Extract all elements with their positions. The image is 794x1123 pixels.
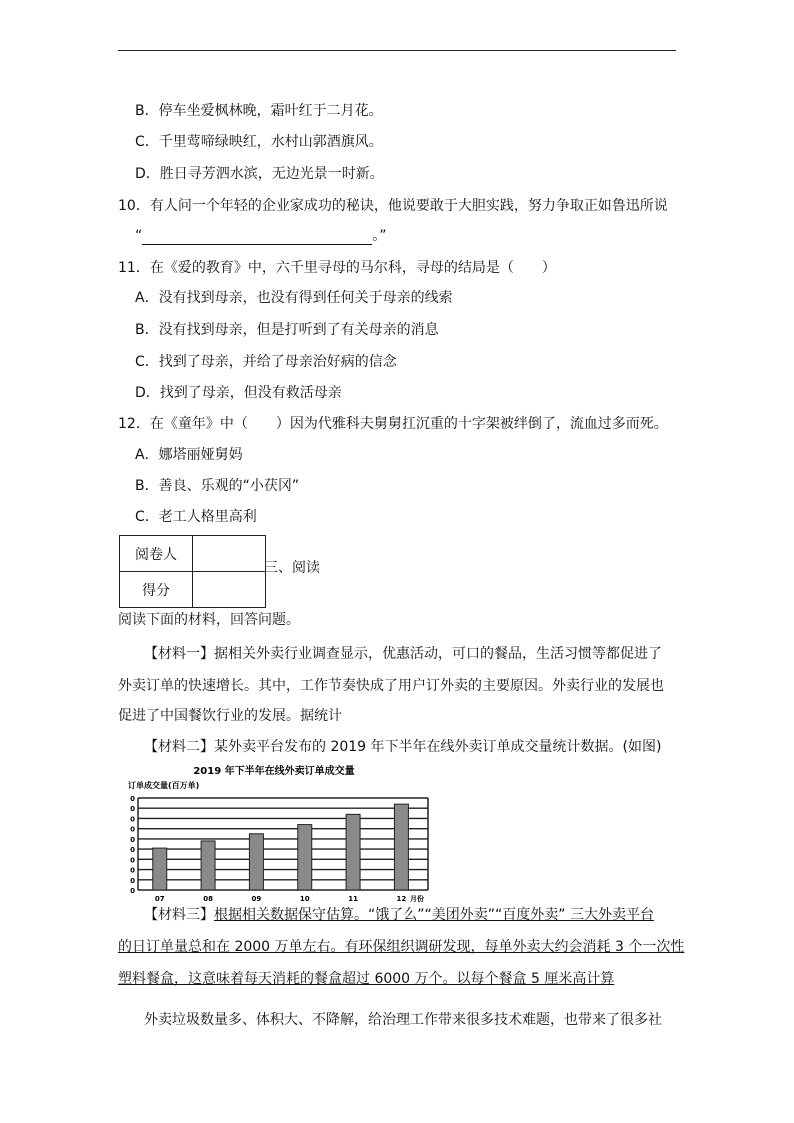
y-tick-label: 0	[130, 805, 135, 814]
instruction: 阅读下面的材料，回答问题。	[118, 612, 300, 628]
y-tick-label: 0	[130, 866, 135, 875]
y-tick-label: 0	[130, 825, 135, 834]
q9-option-b: B．停车坐爱枫林晚，霜叶红于二月花。	[135, 103, 383, 119]
score-cell[interactable]	[193, 572, 266, 608]
q9-option-c: C．千里莺啼绿映红，水村山郭酒旗风。	[135, 134, 383, 150]
material3-line2: 的日订单量总和在 2000 万单左右。有环保组织调研发现，每单外卖大约会消耗 3 个一次性	[118, 939, 685, 955]
order-volume-chart	[124, 762, 434, 904]
material3-line1	[144, 906, 654, 924]
y-tick-label: 0	[130, 795, 135, 803]
q12-option-c: C．老工人格里高利	[135, 509, 257, 525]
material3-line3: 塑料餐盒，这意味着每天消耗的餐盒超过 6000 万个。以每个餐盒 5 厘米高计算	[118, 971, 615, 987]
material2-text: 【材料二】某外卖平台发布的 2019 年下半年在线外卖订单成交量统计数据。(如图)	[144, 739, 662, 755]
open-quote: “	[135, 228, 143, 244]
bar-07	[153, 848, 167, 890]
y-tick-label: 0	[130, 887, 135, 895]
bar-10	[298, 825, 312, 890]
bar-11	[346, 814, 360, 890]
y-tick-label: 0	[130, 876, 135, 885]
bar-12	[394, 804, 408, 890]
material1-line1: 【材料一】据相关外卖行业调查显示，优惠活动，可口的餐品，生活习惯等都促进了	[144, 646, 662, 662]
reviewer-cell[interactable]	[193, 536, 266, 572]
header-rule	[118, 50, 676, 51]
x-tick-label: 12	[396, 895, 407, 903]
section-title: 三、阅读	[264, 560, 320, 576]
q12-option-a: A．娜塔丽娅舅妈	[135, 447, 243, 463]
q11-text: 11．在《爱的教育》中，六千里寻母的马尔科，寻母的结局是（ ）	[118, 260, 556, 276]
material3-label: 【材料三】	[144, 907, 214, 923]
x-tick-label: 10	[299, 895, 310, 903]
material1-line3: 促进了中国餐饮行业的发展。据统计	[118, 708, 342, 724]
x-axis-label: 月份	[410, 895, 424, 903]
score-table	[119, 535, 266, 608]
score-label: 得分	[120, 572, 193, 608]
q12-option-b: B．善良、乐观的“小茯冈”	[135, 478, 300, 494]
chart-title: 2019 年下半年在线外卖订单成交量	[193, 766, 355, 777]
material1-line2: 外卖订单的快速增长。其中，工作节奏快成了用户订外卖的主要原因。外卖行业的发展也	[118, 678, 664, 694]
q12-text: 12．在《童年》中（ ）因为代雅科夫舅舅扛沉重的十字架被绊倒了，流血过多而死。	[118, 416, 668, 432]
q9-option-d: D．胜日寻芳泗水滨，无边光景一时新。	[135, 166, 384, 182]
x-tick-label: 09	[251, 895, 262, 903]
q11-option-c: C．找到了母亲，并给了母亲治好病的信念	[135, 354, 397, 370]
last-paragraph-line: 外卖垃圾数量多、体积大、不降解，给治理工作带来很多技术难题，也带来了很多社	[144, 1012, 662, 1028]
y-tick-label: 0	[130, 856, 135, 865]
bar-08	[201, 841, 215, 890]
material3-underlined: 根据相关数据保守估算。“饿了么”“美团外卖”“百度外卖” 三大外卖平台	[214, 907, 654, 923]
q11-option-b: B．没有找到母亲，但是打听到了有关母亲的消息	[135, 322, 439, 338]
close-quote: 。”	[372, 228, 387, 244]
x-tick-label: 11	[348, 895, 358, 903]
q11-option-d: D．找到了母亲，但没有救活母亲	[135, 385, 342, 401]
y-tick-label: 0	[130, 815, 135, 824]
q10-text: 10．有人问一个年轻的企业家成功的秘诀，他说要敢于大胆实践，努力争取正如鲁迅所说	[118, 198, 668, 214]
q11-option-a: A．没有找到母亲，也没有得到任何关于母亲的线索	[135, 290, 453, 306]
chart-ylabel: 订单成交量(百万单)	[128, 781, 200, 790]
q10-answer-line	[135, 227, 387, 245]
bar-09	[249, 834, 263, 890]
answer-blank[interactable]	[142, 230, 372, 245]
y-tick-label: 0	[130, 846, 135, 855]
y-tick-label: 0	[130, 835, 135, 844]
x-tick-label: 07	[154, 895, 165, 903]
reviewer-label: 阅卷人	[120, 536, 193, 572]
x-tick-label: 08	[203, 895, 213, 903]
